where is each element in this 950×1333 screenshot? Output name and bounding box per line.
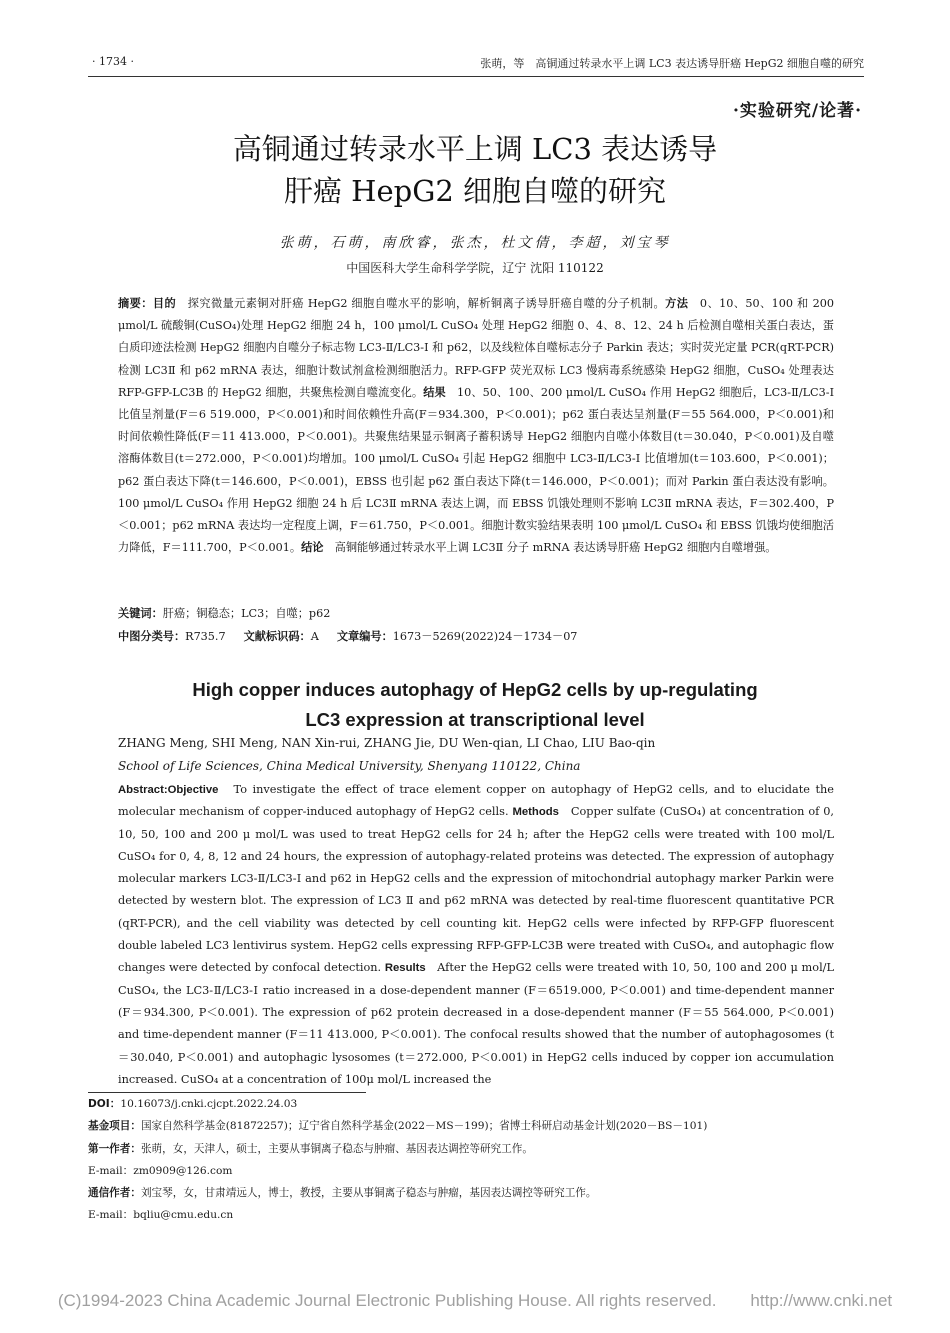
fund-text: 国家自然科学基金(81872257)；辽宁省自然科学基金(2022－MS－199)；省博士科研启动基金计划(2020－BS－101) (140, 1120, 708, 1133)
first-author-email[interactable]: E-mail：zm0909@126.com (88, 1164, 233, 1177)
fund-line (88, 1115, 864, 1137)
english-authors: ZHANG Meng, SHI Meng, NAN Xin-rui, ZHANG Jie, DU Wen-qian, LI Chao, LIU Bao-qin (118, 736, 656, 750)
article-number-label: 文章编号： (336, 630, 393, 643)
doc-code-label: 文献标识码： (243, 630, 311, 643)
english-title (80, 675, 870, 735)
en-results-label: Results (384, 962, 426, 975)
copyright-watermark: (C)1994-2023 China Academic Journal Electronic Publishing House. All rights reserved. http://www.cnki.net (57, 1291, 893, 1310)
en-objective-label: Objective (167, 784, 219, 796)
methods-text: 0、10、50、100 和 200 μmol/L 硫酸铜(CuSO₄)处理 HepG2 细胞 24 h，100 μmol/L CuSO₄ 处理 HepG2 细胞 0、4、8、12、24 h 后检测自噬相关蛋白表达，蛋白质印迹法检测 HepG2 细胞内自噬分子标志物 LC3-Ⅱ/LC3-Ⅰ 和 p62，以及线粒体自噬标志分子 Parkin 表达；实时荧光定量 PCR(qRT-PCR)检测 LC3Ⅱ 和 p62 mRNA 表达，细胞计数试剂盒检测细胞活力。RFP-GFP 荧光双标 LC3 慢病毒系统感染 HepG2 细胞，CuSO₄ 处理表达 RFP-GFP-LC3B 的 HepG2 细胞，共聚焦检测自噬流变化。 (118, 297, 834, 399)
corresponding-author-text: 刘宝琴，女，甘肃靖远人，博士，教授，主要从事铜离子稳态与肿瘤，基因表达调控等研究工作。 (140, 1187, 597, 1200)
running-title: 张萌，等 高铜通过转录水平上调 LC3 表达诱导肝癌 HepG2 细胞自噬的研究 (480, 57, 864, 70)
corresponding-author-email[interactable]: E-mail：bqliu@cmu.edu.cn (88, 1209, 234, 1222)
results-label: 结果 (423, 385, 446, 399)
en-abstract-label: Abstract: (118, 784, 168, 796)
corresponding-author-label: 通信作者： (88, 1187, 141, 1200)
first-author-line (88, 1138, 864, 1160)
keywords-label: 关键词： (118, 607, 163, 620)
header-rule (88, 76, 864, 77)
doi-line (88, 1093, 864, 1115)
clc-value: R735.7 (185, 630, 226, 643)
english-title-line-1: High copper induces autophagy of HepG2 cells by up-regulating (192, 679, 758, 700)
doi-label: DOI： (88, 1098, 121, 1110)
english-affiliation: School of Life Sciences, China Medical University, Shenyang 110122, China (118, 759, 581, 773)
first-author-text: 张萌，女，天津人，硕士，主要从事铜离子稳态与肿瘤、基因表达调控等研究工作。 (140, 1142, 533, 1155)
abstract-label: 摘要： (118, 297, 153, 310)
objective-label: 目的 (152, 297, 177, 310)
en-methods-label: Methods (512, 806, 559, 819)
methods-label: 方法 (665, 297, 689, 310)
first-author-label: 第一作者： (88, 1142, 141, 1155)
chinese-affiliation: 中国医科大学生命科学学院，辽宁 沈阳 110122 (346, 261, 604, 275)
fund-label: 基金项目： (88, 1120, 141, 1133)
chinese-title-line-2: 肝癌 HepG2 细胞自噬的研究 (283, 174, 667, 208)
en-methods-text: Copper sulfate (CuSO₄) at concentration of 0, 10, 50, 100 and 200 μ mol/L was used to treat HepG2 cells for 24 h; after the HepG2 cells were treated with 100 mol/L CuSO₄ for 0, 4, 8, 12 and 24 hours, the expression of autophagy-related proteins was detected. The expression of autophagy molecular markers LC3-Ⅱ/LC3-Ⅰ and p62 in HepG2 cells and the expression of mitochondrial autophagy marker Parkin were detected by western blot. The expression of LC3 Ⅱ and p62 mRNA was detected by real-time fluorescent quantitative PCR (qRT-PCR), and the cell viability was detected by cell counting kit. HepG2 cells were infected by RFP-GFP fluorescent double labeled LC3 lentivirus system. HepG2 cells expressing RFP-GFP-LC3B were treated with CuSO₄, and autophagic flow changes were detected by confocal detection. (118, 805, 834, 975)
objective-text: 探究微量元素铜对肝癌 HepG2 细胞自噬水平的影响，解析铜离子诱导肝癌自噬的分子机制。 (176, 297, 666, 310)
english-abstract (118, 779, 834, 1091)
chinese-title-line-1: 高铜通过转录水平上调 LC3 表达诱导 (232, 132, 718, 166)
keywords-text: 肝癌；铜稳态；LC3；自噬；p62 (162, 607, 331, 620)
en-objective-text: To investigate the effect of trace element copper on autophagy of HepG2 cells, and to elucidate the molecular mechanism of copper-induced autophagy of HepG2 cells. (118, 783, 834, 819)
en-results-text: After the HepG2 cells were treated with 10, 50, 100 and 200 μ mol/L CuSO₄, the LC3-Ⅱ/LC3-Ⅰ ratio increased in a dose-dependent manner (F＝6519.000, P＜0.001) and time-dependent manner (F＝934.300, P＜0.001). The expression of p62 protein decreased in a dose-dependent manner (F＝55 564.000, P＜0.001) and time-dependent manner (F＝11 413.000, P＜0.001). The confocal results showed that the number of autophagosomes (t＝30.040, P＜0.001) and autophagic lysosomes (t＝272.000, P＜0.001) in HepG2 cells induced by copper ion accumulation increased. CuSO₄ at a concentration of 100μ mol/L increased the (118, 961, 834, 1086)
article-number-value: 1673－5269(2022)24－1734－07 (392, 630, 578, 643)
classification-line (118, 626, 834, 648)
footnotes (88, 1093, 864, 1227)
clc-label: 中图分类号： (118, 630, 186, 643)
english-title-line-2: LC3 expression at transcriptional level (305, 709, 645, 730)
column-tag: ·实验研究/论著· (732, 101, 862, 121)
corresponding-author-line (88, 1182, 864, 1204)
results-text: 10、50、100、200 μmol/L CuSO₄ 作用 HepG2 细胞后，LC3-Ⅱ/LC3-Ⅰ 比值呈剂量(F＝6 519.000，P＜0.001)和时间依赖性升高(F＝934.300，P＜0.001)；p62 蛋白表达呈剂量(F＝55 564.000，P＜0.001)和时间依赖性降低(F＝11 413.000，P＜0.001)。共聚焦结果显示铜离子蓄积诱导 HepG2 细胞内自噬小体数目(t＝30.040，P＜0.001)及自噬溶酶体数目(t＝272.000，P＜0.001)均增加。100 μmol/L CuSO₄ 引起 HepG2 细胞中 LC3-Ⅱ/LC3-Ⅰ 比值增加(t＝103.600，P＜0.001)；p62 蛋白表达下降(t＝146.600，P＜0.001)，EBSS 也引起 p62 蛋白表达下降(t＝146.000，P＜0.001)；而对 Parkin 蛋白表达没有影响。100 μmol/L CuSO₄ 作用 HepG2 细胞 24 h 后 LC3Ⅱ mRNA 表达上调，而 EBSS 饥饿处理则不影响 LC3Ⅱ mRNA 表达，F＝302.400，P＜0.001；p62 mRNA 表达均一定程度上调，F＝61.750，P＜0.001。细胞计数实验结果表明 100 μmol/L CuSO₄ 和 EBSS 饥饿均使细胞活力降低，F＝111.700，P＜0.001。 (118, 385, 834, 555)
doc-code-value: A (310, 630, 319, 643)
running-header (92, 55, 864, 73)
conclusion-text: 高铜能够通过转录水平上调 LC3Ⅱ 分子 mRNA 表达诱导肝癌 HepG2 细胞内自噬增强。 (323, 541, 777, 555)
chinese-authors: 张萌，石萌，南欣睿，张杰，杜文倩，李超，刘宝琴 (279, 235, 671, 251)
conclusion-label: 结论 (301, 541, 324, 555)
chinese-title (100, 128, 850, 212)
doi-value[interactable]: 10.16073/j.cnki.cjcpt.2022.24.03 (120, 1098, 298, 1110)
page-number: · 1734 · (92, 55, 134, 68)
chinese-keywords (118, 603, 834, 625)
chinese-abstract (118, 293, 834, 559)
